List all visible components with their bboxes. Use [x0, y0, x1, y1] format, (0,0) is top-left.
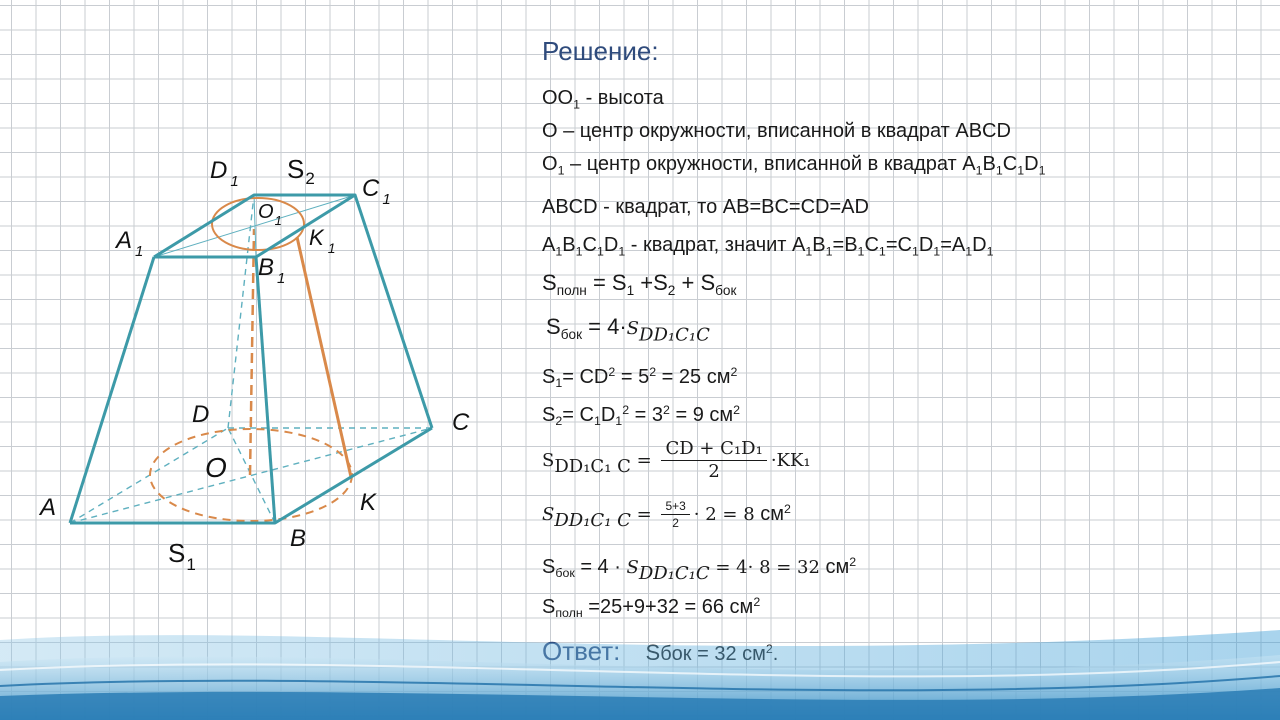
label-D: D: [192, 401, 210, 428]
label-S1: $S_1$: [168, 538, 196, 574]
label-O1: $O_1$: [258, 201, 282, 228]
fraction-values: $\frac{5+3}{2}$: [661, 500, 689, 529]
frustum-figure: [0, 0, 540, 600]
label-A: A: [40, 494, 57, 521]
label-D1: D $_1$: [210, 157, 239, 190]
calc-s1: $S_1= CD^2 = 5^2 = 25$ $см^2$: [542, 365, 738, 391]
label-B: B: [290, 525, 307, 552]
calc-lateral-area: $S_{бок} = 4 \cdot S_{DD_1C_1C} = 4\cdot 8 = 32$ $см^2$: [542, 555, 857, 585]
line-abcd-square: ABCD - квадрат, то AB=BC=CD=AD: [542, 196, 869, 218]
formula-trapezoid-area: $S_{DD_1C_1 C}$ = $\frac{\text{CD + C₁D₁}}{2}$ ·KK₁: [542, 438, 811, 482]
label-S2: $S_2$: [287, 154, 315, 188]
calc-s2: $S_2= C_1D_1^2 = 3^2 = 9$ $см^2$: [542, 403, 741, 429]
line-center-o1: $O_1$ – центр окружности, вписанной в квадрат $A_1B_1C_1D_1$: [542, 153, 1046, 178]
line-height-definition: $OO_1$ - высота: [542, 87, 664, 112]
label-B1: B $_1$: [258, 254, 286, 287]
label-A1: A $_1$: [116, 227, 144, 260]
label-K1: K $_1$: [309, 225, 336, 256]
formula-total-area: $S_{полн} = S_1 +S_2 + S_{бок}$: [542, 270, 737, 298]
decorative-waves: [0, 600, 1280, 720]
formula-lateral-area: $S_{бок} = 4\cdot S_{DD_1C_1C}$: [546, 314, 710, 346]
calc-total-area: $S_{полн} =25+9+32 = 66$ $см^2$: [542, 595, 761, 621]
line-center-o: O – центр окружности, вписанной в квадрат ABCD: [542, 120, 1011, 142]
edge-CC1: [355, 195, 432, 428]
fraction-bases: $\frac{\text{CD + C₁D₁}}{2}$: [661, 440, 766, 481]
label-C1: C $_1$: [362, 175, 391, 208]
label-K: K: [360, 489, 377, 516]
calc-trapezoid-area: $S_{DD_1C_1 C}$ = $\frac{5+3}{2}$ · 2 = 8 $см^2$: [542, 499, 791, 532]
label-C: C: [452, 409, 470, 436]
label-O: O: [205, 452, 227, 483]
edge-AA1: [70, 257, 154, 523]
line-a1b1c1d1-square: $A_1B_1C_1D_1$ - квадрат, значит $A_1B_1=B_1C_1=C_1D_1=A_1D_1$: [542, 234, 994, 259]
height-OO1: [250, 229, 254, 475]
apothem-KK1: [297, 237, 351, 477]
edge-BB1: [256, 257, 275, 523]
solution-heading: Решение:: [542, 36, 659, 66]
